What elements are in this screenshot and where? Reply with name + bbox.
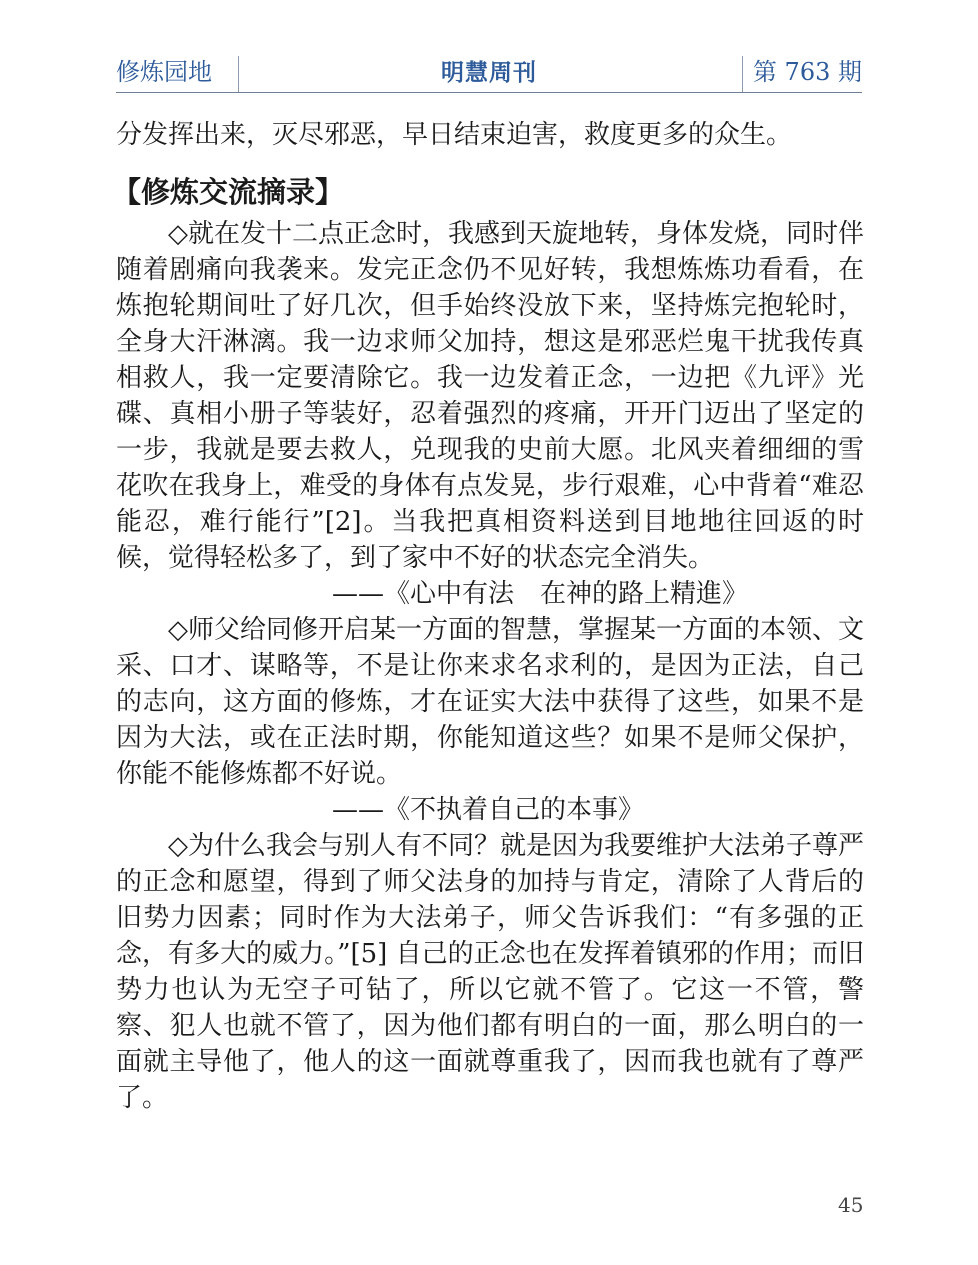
excerpt-source-1: ——《心中有法 在神的路上精進》: [332, 579, 749, 609]
section-title: 修炼园地: [116, 58, 212, 86]
section-heading: 【修炼交流摘录】: [112, 175, 345, 209]
lead-paragraph: 分发挥出来，灭尽邪恶，早日结束迫害，救度更多的众生。: [116, 120, 793, 150]
page-header: [116, 50, 862, 93]
excerpt-paragraph-3: ◇为什么我会与别人有不同？就是因为我要维护大法弟子尊严的正念和愿望，得到了师父法身的加持与肯定，清除了人背后的旧势力因素；同时作为大法弟子，师父告诉我们：“有多强的正念，有多大的威力。”[5] 自己的正念也在发挥着镇邪的作用；而旧势力也认为无空子可钻了，所以它就不管了。它这一不管，警察、犯人也就不管了，因为他们都有明白的一面，那么明白的一面就主导他了，他人的这一面就尊重我了，因而我也就有了尊严了。: [116, 831, 864, 1113]
excerpt-paragraph-1: ◇就在发十二点正念时，我感到天旋地转，身体发烧，同时伴随着剧痛向我袭来。发完正念仍不见好转，我想炼炼功看看，在炼抱轮期间吐了好几次，但手始终没放下来，坚持炼完抱轮时，全身大汗淋漓。我一边求师父加持，想这是邪恶烂鬼干扰我传真相救人，我一定要清除它。我一边发着正念，一边把《九评》光碟、真相小册子等装好，忍着强烈的疼痛，开开门迈出了坚定的一步，我就是要去救人，兑现我的史前大愿。北风夹着细细的雪花吹在我身上，难受的身体有点发晃，步行艰难，心中背着“难忍能忍，难行能行”[2]。当我把真相资料送到目地地往回返的时候，觉得轻松多了，到了家中不好的状态完全消失。: [116, 219, 864, 573]
article-body: [112, 117, 864, 1116]
header-divider-right: [742, 56, 743, 92]
publication-title: 明慧周刊: [441, 59, 537, 86]
issue-number: 第 763 期: [752, 58, 862, 86]
excerpt-paragraph-2: ◇师父给同修开启某一方面的智慧，掌握某一方面的本领、文采、口才、谋略等，不是让你来求名求利的，是因为正法，自己的志向，这方面的修炼，才在证实大法中获得了这些，如果不是因为大法，或在正法时期，你能知道这些？如果不是师父保护，你能不能修炼都不好说。: [116, 615, 864, 789]
excerpt-source-2: ——《不执着自己的本事》: [332, 795, 645, 825]
page-number: 45: [838, 1193, 864, 1217]
